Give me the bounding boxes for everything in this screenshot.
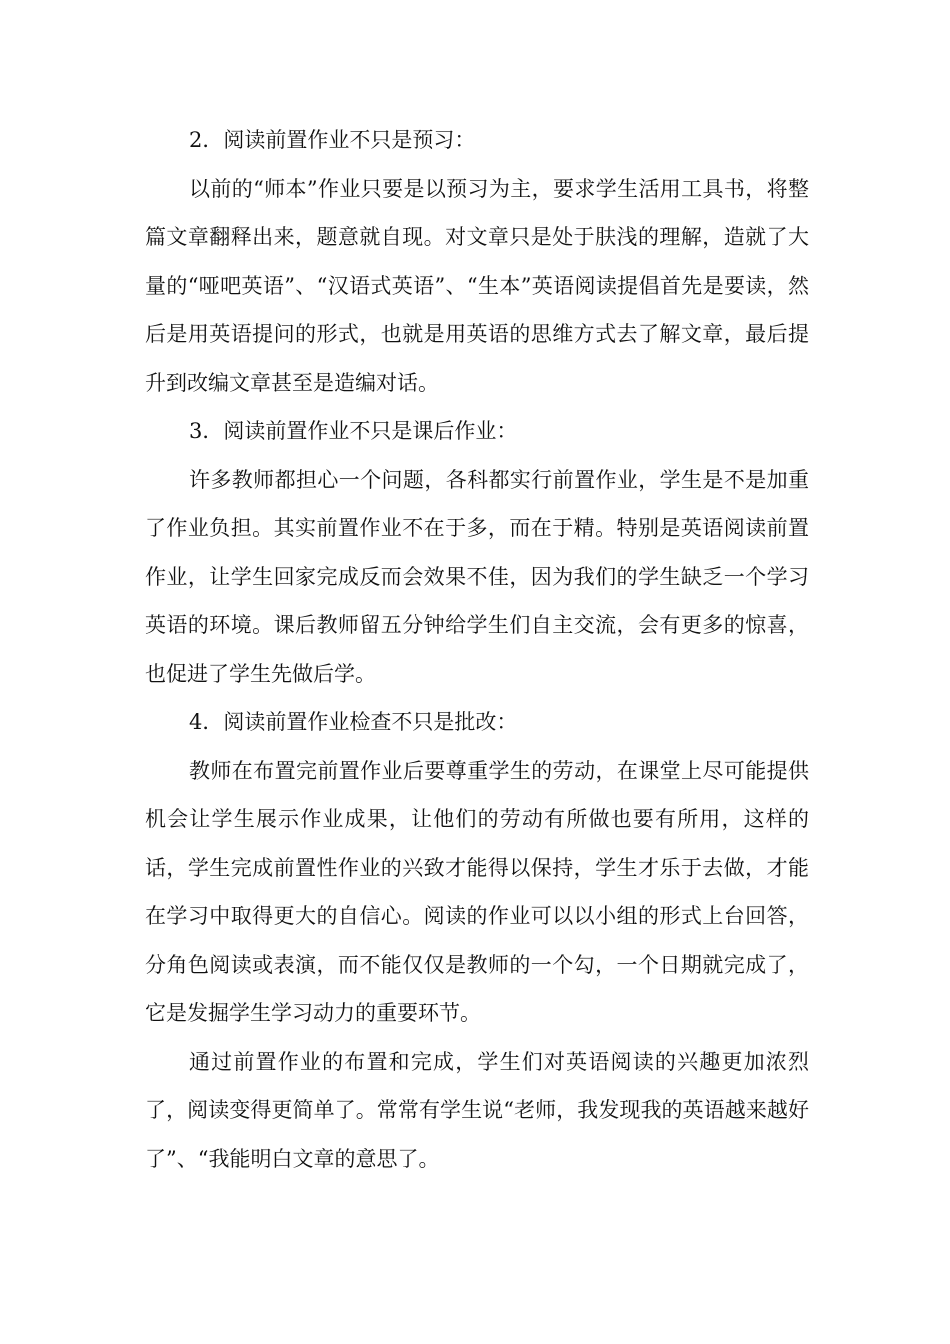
section-heading-4: 4．阅读前置作业检查不只是批改： bbox=[189, 710, 518, 734]
section-heading-2: 2．阅读前置作业不只是预习： bbox=[189, 128, 476, 152]
section-heading-3: 3．阅读前置作业不只是课后作业： bbox=[189, 419, 518, 443]
paragraph-preview: 以前的“师本”作业只要是以预习为主，要求学生活用工具书，将整篇文章翻释出来，题意就自现。对文章只是处于肤浅的理解，造就了大量的“哑吧英语”、“汉语式英语”、“生本”英语阅读提倡首先是要读，然后是用英语提问的形式，也就是用英语的思维方式去了解文章，最后提升到改编文章甚至是造编对话。 bbox=[145, 176, 809, 395]
document-body bbox=[145, 116, 809, 1183]
paragraph-homework: 许多教师都担心一个问题，各科都实行前置作业，学生是不是加重了作业负担。其实前置作业不在于多，而在于精。特别是英语阅读前置作业，让学生回家完成反而会效果不佳，因为我们的学生缺乏一个学习英语的环境。课后教师留五分钟给学生们自主交流，会有更多的惊喜，也促进了学生先做后学。 bbox=[145, 467, 809, 686]
paragraph-checking: 教师在布置完前置作业后要尊重学生的劳动，在课堂上尽可能提供机会让学生展示作业成果，让他们的劳动有所做也要有所用，这样的话，学生完成前置性作业的兴致才能得以保持，学生才乐于去做，才能在学习中取得更大的自信心。阅读的作业可以以小组的形式上台回答，分角色阅读或表演，而不能仅仅是教师的一个勾，一个日期就完成了，它是发掘学生学习动力的重要环节。 bbox=[145, 758, 809, 1025]
paragraph-conclusion: 通过前置作业的布置和完成，学生们对英语阅读的兴趣更加浓烈了，阅读变得更简单了。常常有学生说“老师，我发现我的英语越来越好了”、“我能明白文章的意思了。 bbox=[145, 1049, 809, 1171]
